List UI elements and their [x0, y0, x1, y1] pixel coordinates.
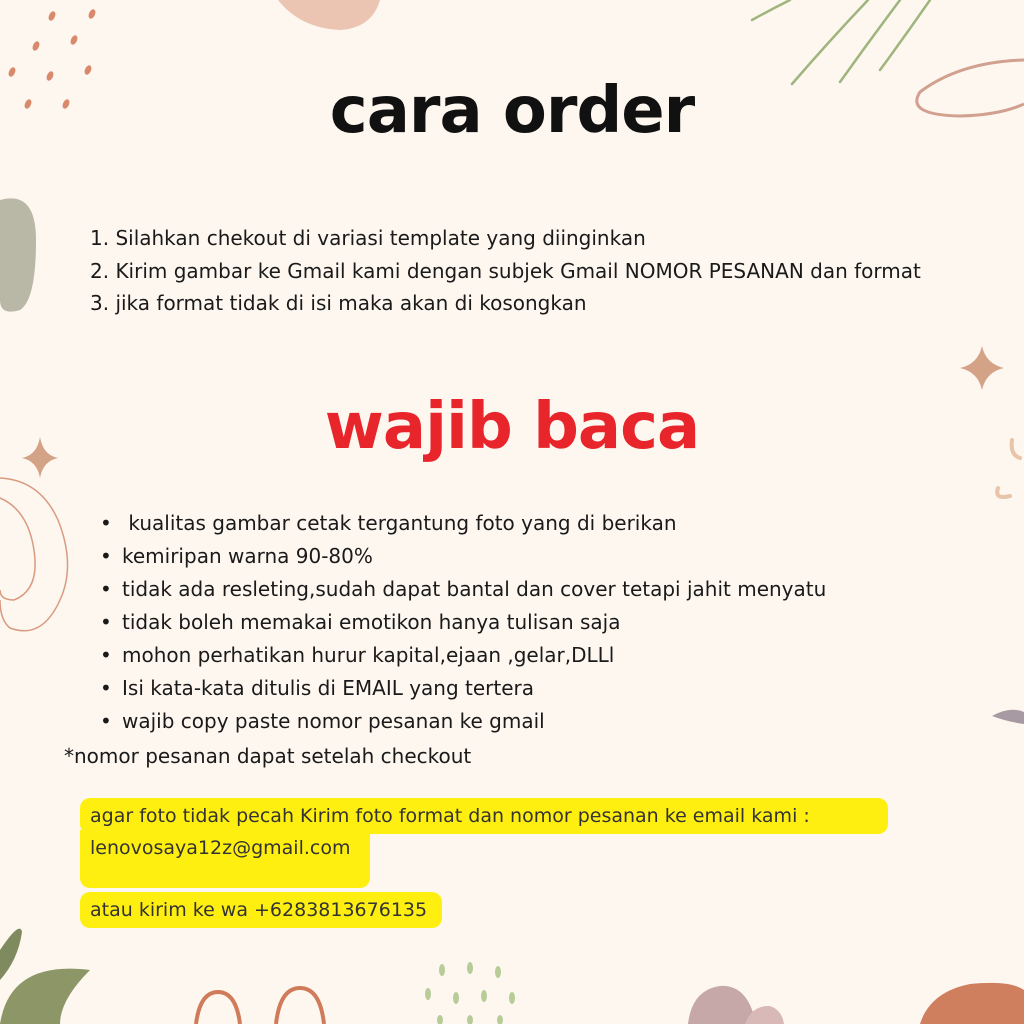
list-item	[100, 705, 1000, 738]
arch-bottom-decoration	[196, 992, 240, 1024]
rule-text: tidak boleh memakai emotikon hanya tulisan saja	[122, 610, 621, 634]
warning-title: wajib baca	[324, 390, 700, 464]
order-step: 3. jika format tidak di isi maka akan di kosongkan	[90, 291, 587, 315]
sparkle-right-decoration	[960, 346, 1004, 390]
contact-email: lenovosaya12z@gmail.com	[80, 830, 370, 888]
bullet: •	[100, 544, 112, 568]
bullet: •	[100, 610, 112, 634]
rule-text: tidak ada resleting,sudah dapat bantal dan cover tetapi jahit menyatu	[122, 577, 827, 601]
rule-text: mohon perhatikan hurur kapital,ejaan ,gelar,DLLl	[122, 643, 615, 667]
lines-top-right-decoration	[752, 0, 930, 84]
list-item	[100, 507, 1000, 540]
bullet: •	[100, 676, 112, 700]
page-title: cara order	[329, 74, 695, 148]
rule-text: Isi kata-kata ditulis di EMAIL yang tertera	[122, 676, 535, 700]
list-item	[100, 540, 1000, 573]
bullet: •	[100, 511, 112, 535]
bullet: •	[100, 643, 112, 667]
rule-text: kemiripan warna 90-80%	[122, 544, 373, 568]
contact-instruction: agar foto tidak pecah Kirim foto format dan nomor pesanan ke email kami :	[80, 798, 888, 834]
bullet: •	[100, 577, 112, 601]
blob-top-decoration	[278, 0, 380, 30]
order-step: 2. Kirim gambar ke Gmail kami dengan subjek Gmail NOMOR PESANAN dan format	[90, 258, 921, 283]
dots-bottom-decoration	[425, 962, 515, 1024]
rule-text: wajib copy paste nomor pesanan ke gmail	[122, 709, 545, 733]
leaf-bottom-left-large-decoration	[0, 969, 90, 1024]
bullet: •	[100, 709, 112, 733]
leaf-bottom-left-decoration	[0, 929, 22, 980]
rule-text: kualitas gambar cetak tergantung foto yang di berikan	[122, 511, 677, 535]
list-item	[100, 573, 1000, 606]
rules-list	[100, 507, 1000, 738]
contact-whatsapp: atau kirim ke wa +6283813676135	[80, 892, 442, 928]
order-steps	[90, 222, 950, 320]
list-item	[100, 606, 1000, 639]
order-step: 1. Silahkan chekout di variasi template yang diinginkan	[90, 226, 646, 250]
order-number-note: *nomor pesanan dapat setelah checkout	[64, 744, 472, 768]
outline-left-decoration	[0, 478, 68, 631]
list-item	[100, 639, 1000, 672]
blob-bottom-mauve-decoration	[688, 986, 756, 1024]
list-item	[100, 672, 1000, 705]
blob-bottom-right-decoration	[920, 983, 1024, 1024]
blob-left-decoration	[0, 198, 36, 311]
